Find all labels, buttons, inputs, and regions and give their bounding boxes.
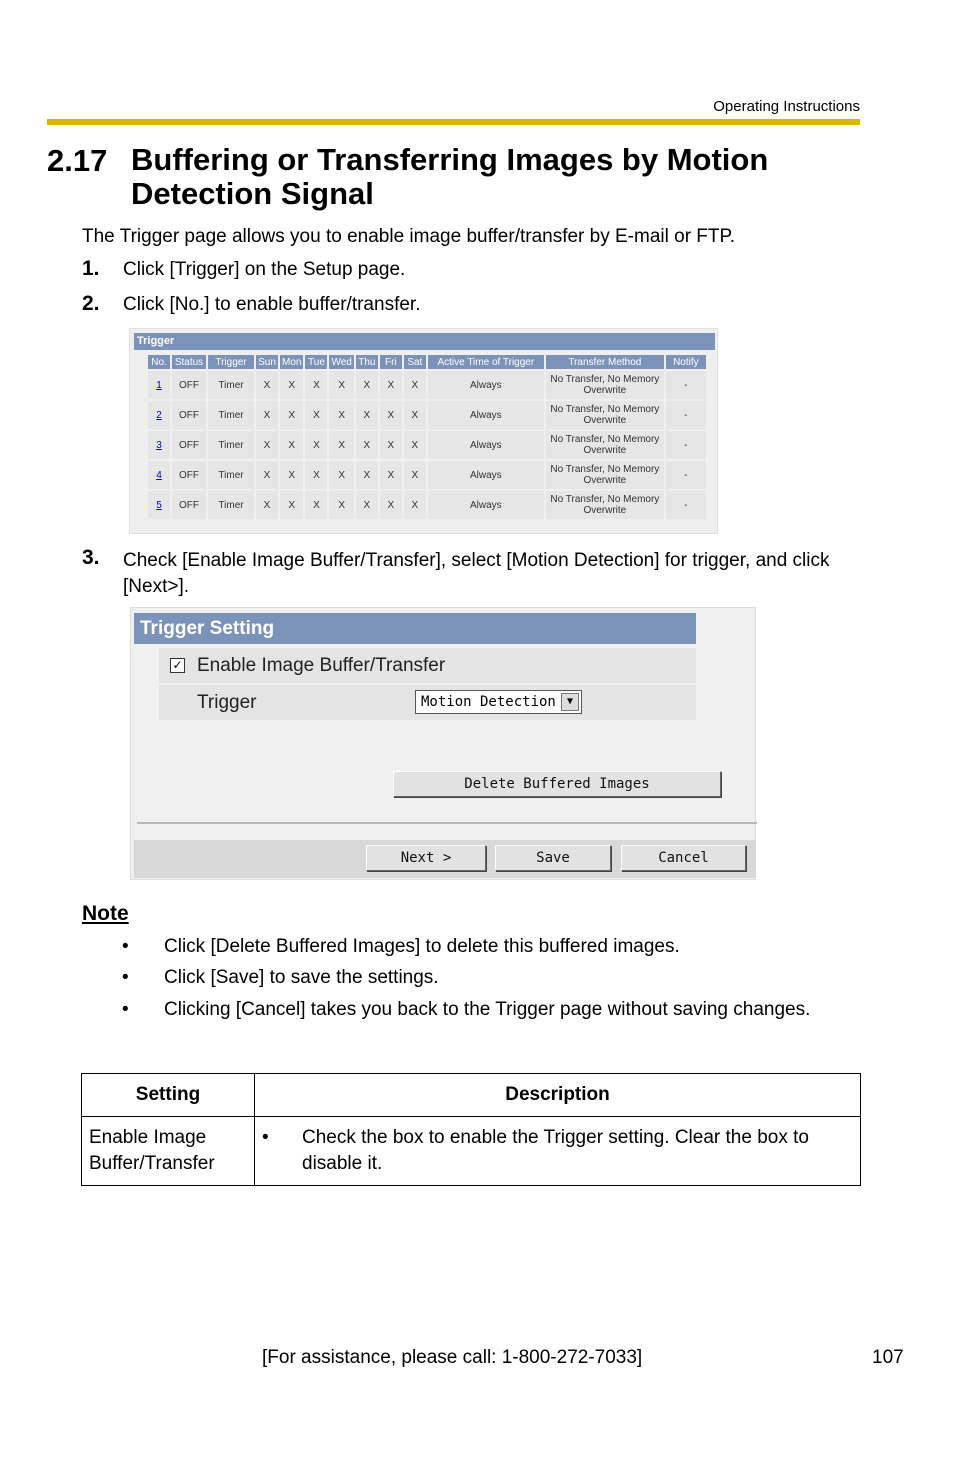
trigger-column-header: Tue: [305, 355, 327, 369]
table-row: [148, 491, 706, 519]
trigger-cell: No Transfer, No Memory Overwrite: [546, 371, 664, 399]
trigger-cell: X: [356, 491, 378, 519]
trigger-label: Trigger: [197, 692, 257, 713]
trigger-column-header: Mon: [282, 356, 302, 368]
bullet: •: [122, 936, 129, 957]
trigger-cell: Always: [428, 401, 544, 429]
trigger-cell: X: [380, 401, 402, 429]
trigger-number-link[interactable]: 4: [156, 469, 162, 481]
note-item: Click [Save] to save the settings.: [164, 967, 439, 988]
trigger-cell: X: [305, 491, 327, 519]
bullet: •: [122, 999, 129, 1020]
table-row: [148, 371, 706, 399]
trigger-cell: -: [666, 491, 706, 519]
trigger-cell: X: [256, 401, 278, 429]
trigger-cell: X: [404, 491, 426, 519]
trigger-cell: No Transfer, No Memory Overwrite: [546, 461, 664, 489]
trigger-number-link[interactable]: 3: [156, 439, 162, 451]
trigger-cell: X: [404, 431, 426, 459]
trigger-cell: X: [356, 431, 378, 459]
trigger-cell: X: [329, 371, 353, 399]
trigger-cell: X: [280, 431, 303, 459]
section-title: Buffering or Transferring Images by Motion Detection Signal: [131, 142, 769, 211]
step-number: 1.: [82, 257, 100, 280]
trigger-cell: X: [356, 461, 378, 489]
trigger-cell: -: [666, 371, 706, 399]
trigger-cell: X: [280, 401, 303, 429]
trigger-column-header: Status: [172, 355, 206, 369]
trigger-cell: -: [666, 401, 706, 429]
trigger-cell: OFF: [172, 461, 206, 489]
trigger-table: [146, 353, 708, 521]
trigger-select[interactable]: [415, 690, 582, 714]
trigger-column-header: Notify: [666, 355, 706, 369]
trigger-cell: Timer: [208, 431, 254, 459]
trigger-cell: No Transfer, No Memory Overwrite: [546, 431, 664, 459]
trigger-cell: [148, 371, 170, 399]
trigger-cell: X: [404, 461, 426, 489]
trigger-cell: X: [329, 491, 353, 519]
setting-cell: Enable Image Buffer/Transfer: [82, 1117, 255, 1186]
trigger-number-link[interactable]: 2: [156, 409, 162, 421]
trigger-cell: X: [280, 491, 303, 519]
trigger-cell: Always: [428, 371, 544, 399]
trigger-column-header: Trigger: [208, 355, 254, 369]
trigger-cell: X: [256, 461, 278, 489]
enable-row: [159, 648, 696, 683]
divider: [137, 822, 757, 824]
trigger-cell: X: [280, 461, 303, 489]
header-rule: [47, 119, 860, 125]
column-header-setting: Setting: [82, 1074, 255, 1117]
trigger-cell: -: [666, 431, 706, 459]
trigger-cell: No Transfer, No Memory Overwrite: [546, 401, 664, 429]
trigger-titlebar: Trigger: [134, 333, 715, 350]
trigger-column-header: Thu: [356, 355, 378, 369]
trigger-cell: X: [256, 491, 278, 519]
trigger-column-header: Sun: [256, 355, 278, 369]
trigger-column-header: Sat: [404, 355, 426, 369]
trigger-cell: OFF: [172, 491, 206, 519]
trigger-setting-screenshot: [130, 607, 756, 880]
trigger-cell: X: [380, 431, 402, 459]
step-number: 3.: [82, 546, 100, 569]
bullet: •: [262, 1127, 269, 1148]
next-button[interactable]: Next >: [366, 845, 486, 871]
trigger-cell: [148, 401, 170, 429]
trigger-cell: OFF: [172, 371, 206, 399]
trigger-cell: Timer: [208, 491, 254, 519]
trigger-cell: X: [404, 371, 426, 399]
table-row: [148, 461, 706, 489]
section-number: 2.17: [47, 143, 108, 178]
trigger-cell: X: [329, 401, 353, 429]
trigger-page-screenshot: [129, 328, 718, 534]
trigger-cell: X: [356, 401, 378, 429]
trigger-cell: Always: [428, 491, 544, 519]
trigger-cell: OFF: [172, 431, 206, 459]
settings-description-table: [81, 1073, 861, 1186]
trigger-cell: X: [256, 371, 278, 399]
enable-checkbox[interactable]: ✓: [170, 658, 185, 673]
trigger-cell: [148, 461, 170, 489]
page-number: 107: [872, 1347, 904, 1368]
bullet: •: [122, 967, 129, 988]
step-number: 2.: [82, 292, 100, 315]
trigger-setting-titlebar: Trigger Setting: [134, 613, 696, 644]
trigger-column-header: Wed: [331, 356, 352, 368]
trigger-row: [159, 685, 696, 720]
trigger-cell: X: [305, 431, 327, 459]
trigger-column-header: No.: [148, 355, 170, 369]
trigger-cell: Timer: [208, 401, 254, 429]
cancel-button[interactable]: Cancel: [621, 845, 746, 871]
trigger-number-link[interactable]: 5: [156, 499, 162, 511]
trigger-cell: Timer: [208, 371, 254, 399]
step-text: Check [Enable Image Buffer/Transfer], select [Motion Detection] for trigger, and click [Next>].: [123, 550, 830, 597]
trigger-cell: X: [305, 371, 327, 399]
trigger-cell: X: [356, 371, 378, 399]
trigger-cell: X: [404, 401, 426, 429]
trigger-cell: Always: [428, 431, 544, 459]
chevron-down-icon[interactable]: ▼: [561, 693, 579, 711]
trigger-cell: X: [329, 461, 353, 489]
note-item: Click [Delete Buffered Images] to delete this buffered images.: [164, 936, 680, 957]
trigger-cell: Timer: [208, 461, 254, 489]
trigger-cell: No Transfer, No Memory Overwrite: [546, 491, 664, 519]
description-cell: [255, 1117, 861, 1186]
trigger-cell: X: [380, 491, 402, 519]
table-row: [148, 401, 706, 429]
table-row: [82, 1117, 861, 1186]
description-text: Check the box to enable the Trigger setting. Clear the box to disable it.: [302, 1127, 809, 1174]
trigger-select-value: Motion Detection: [421, 694, 556, 710]
save-button[interactable]: Save: [495, 845, 611, 871]
trigger-number-link[interactable]: 1: [156, 379, 162, 391]
trigger-cell: X: [280, 371, 303, 399]
note-heading: Note: [82, 902, 129, 925]
note-item: Clicking [Cancel] takes you back to the Trigger page without saving changes.: [164, 999, 811, 1020]
trigger-cell: X: [380, 461, 402, 489]
column-header-description: Description: [255, 1074, 861, 1117]
trigger-cell: [148, 491, 170, 519]
step-text: Click [No.] to enable buffer/transfer.: [123, 294, 421, 315]
trigger-column-header: Fri: [380, 355, 402, 369]
trigger-cell: -: [666, 461, 706, 489]
trigger-cell: [148, 431, 170, 459]
trigger-cell: X: [380, 371, 402, 399]
trigger-column-header: Active Time of Trigger: [428, 355, 544, 369]
trigger-cell: X: [329, 431, 353, 459]
intro-paragraph: The Trigger page allows you to enable image buffer/transfer by E-mail or FTP.: [82, 226, 736, 247]
table-row: [148, 431, 706, 459]
trigger-cell: OFF: [172, 401, 206, 429]
trigger-cell: X: [305, 401, 327, 429]
step-text: Click [Trigger] on the Setup page.: [123, 259, 406, 280]
trigger-cell: Always: [428, 461, 544, 489]
footer-assistance: [For assistance, please call: 1-800-272-7033]: [262, 1347, 643, 1368]
trigger-cell: X: [305, 461, 327, 489]
delete-buffered-images-button[interactable]: Delete Buffered Images: [393, 771, 721, 797]
enable-label: Enable Image Buffer/Transfer: [197, 655, 446, 676]
running-header: Operating Instructions: [713, 98, 860, 115]
trigger-cell: X: [256, 431, 278, 459]
trigger-column-header: Transfer Method: [546, 355, 664, 369]
